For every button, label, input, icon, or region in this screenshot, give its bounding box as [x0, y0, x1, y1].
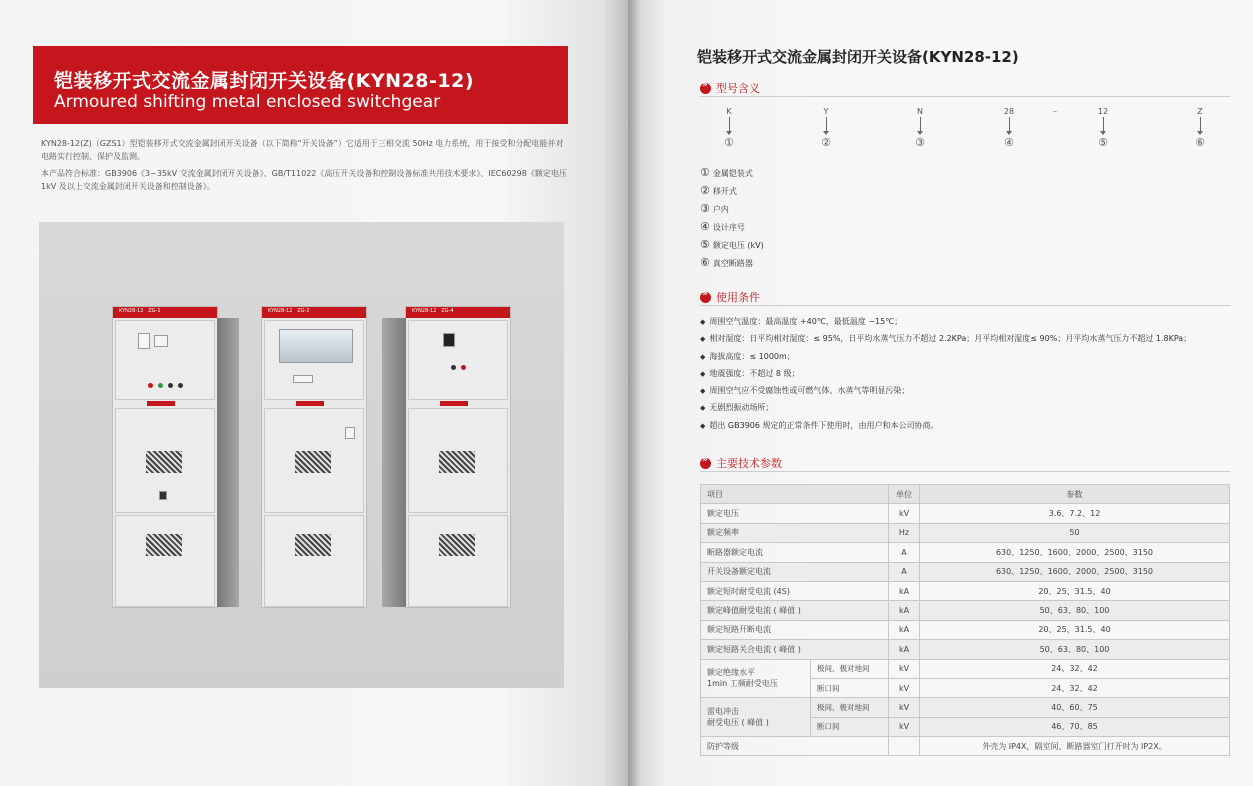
item-number: ⑤ — [700, 238, 710, 251]
down-arrow-icon — [1200, 117, 1201, 133]
model-code-5 — [1093, 107, 1113, 149]
table-row — [701, 640, 1230, 659]
cell-unit — [889, 737, 920, 756]
item-number: ④ — [700, 220, 710, 233]
cell-item: 额定短路关合电流 ( 峰值 ) — [701, 640, 889, 659]
banner-title-en: Armoured shifting metal enclosed switchgear — [54, 92, 441, 112]
item-text: 海拔高度：≤ 1000m； — [709, 351, 795, 361]
section-divider — [700, 471, 1230, 472]
list-item — [700, 182, 764, 200]
cell-unit: kV — [889, 698, 920, 717]
indicator-lamp — [168, 383, 173, 388]
section-heading-text: 型号含义 — [716, 82, 760, 95]
code-number: ④ — [1004, 136, 1014, 149]
meter — [138, 333, 150, 349]
cell-value: 24、32、42 — [920, 659, 1230, 678]
cell-unit: kV — [889, 504, 920, 523]
model-code-diagram — [700, 107, 1230, 155]
down-arrow-icon — [1009, 117, 1010, 133]
cabinet-name-strip — [296, 401, 324, 406]
section-divider — [700, 96, 1230, 97]
cell-value: 50、63、80、100 — [920, 601, 1230, 620]
cell-value: 40、60、75 — [920, 698, 1230, 717]
cell-item: 额定频率 — [701, 523, 889, 542]
cell-unit: kV — [889, 659, 920, 678]
diamond-bullet-icon: ◆ — [700, 387, 706, 396]
code-dash: – — [1053, 107, 1057, 116]
cable-door — [408, 515, 508, 607]
item-number: ① — [700, 166, 710, 179]
down-arrow-icon — [826, 117, 827, 133]
header-unit: 单位 — [889, 485, 920, 504]
model-code-4 — [999, 107, 1019, 149]
inspection-window — [279, 329, 353, 363]
cell-value: 20、25、31.5、40 — [920, 581, 1230, 600]
meter — [154, 335, 168, 347]
cell-item: 额定峰值耐受电流 ( 峰值 ) — [701, 601, 889, 620]
section-arrow-icon — [700, 458, 711, 469]
list-item — [700, 365, 1191, 382]
intro-text — [41, 137, 571, 197]
cell-value: 630、1250、1600、2000、2500、3150 — [920, 562, 1230, 581]
table-row — [701, 659, 1230, 678]
code-number: ③ — [915, 136, 925, 149]
cabinet-label: KYN28-12 — [412, 308, 437, 314]
section-heading-text: 主要技术参数 — [716, 457, 782, 470]
cabinet-label: KYN28-12 — [268, 308, 293, 314]
vent-grille — [146, 451, 182, 473]
cabinet-tag: ZG-1 — [148, 308, 161, 314]
cell-subitem: 断口间 — [811, 678, 889, 697]
code-letter: N — [917, 107, 923, 116]
item-text: 地震强度：不超过 8 级； — [709, 368, 800, 378]
list-item — [700, 313, 1191, 330]
cell-unit: Hz — [889, 523, 920, 542]
breaker-door — [408, 408, 508, 513]
cell-item-line: 雷电冲击 — [707, 707, 739, 717]
door-handle — [159, 491, 167, 500]
item-text: 金属铠装式 — [712, 169, 753, 178]
list-item — [700, 417, 1191, 434]
item-number: ③ — [700, 202, 710, 215]
list-item — [700, 218, 764, 236]
cable-door — [115, 515, 215, 607]
meter — [443, 333, 455, 347]
list-item — [700, 200, 764, 218]
item-text: 真空断路器 — [712, 259, 753, 268]
table-row — [701, 581, 1230, 600]
cell-item-line: 耐受电压 ( 峰值 ) — [707, 718, 769, 728]
intro-paragraph-2: 本产品符合标准：GB3906《3~35kV 交流金属封闭开关设备》、GB/T11022《高压开关设备和控制设备标准共用技术要求》、IEC60298《额定电压 1kV 及以上交流金属封闭开关设备和控制设备》。 — [41, 169, 567, 191]
section-heading-params — [700, 455, 782, 471]
cabinet-side-panel — [217, 318, 239, 607]
cell-subitem: 极间、极对地间 — [811, 698, 889, 717]
list-item — [700, 382, 1191, 399]
diamond-bullet-icon: ◆ — [700, 404, 706, 413]
section-divider — [700, 305, 1230, 306]
code-letter: Y — [823, 107, 829, 116]
cell-item: 额定短路开断电流 — [701, 620, 889, 639]
cell-item: 开关设备额定电流 — [701, 562, 889, 581]
cell-item — [701, 659, 811, 698]
list-item — [700, 348, 1191, 365]
model-meaning-list — [700, 164, 764, 272]
cell-unit: A — [889, 543, 920, 562]
conditions-list — [700, 313, 1191, 434]
cell-item: 额定短时耐受电流 (4S) — [701, 581, 889, 600]
cell-unit: kA — [889, 640, 920, 659]
item-text: 移开式 — [712, 187, 737, 196]
indicator-lamp — [461, 365, 466, 370]
indicator-lamp — [451, 365, 456, 370]
diamond-bullet-icon: ◆ — [700, 335, 706, 344]
table-row — [701, 543, 1230, 562]
cabinet-top-band — [406, 307, 510, 318]
indicator-lamp — [148, 383, 153, 388]
section-heading-model — [700, 80, 760, 96]
section-arrow-icon — [700, 292, 711, 303]
switchgear-photo — [39, 222, 564, 688]
cell-item-line: 额定绝缘水平 — [707, 668, 755, 678]
diamond-bullet-icon: ◆ — [700, 318, 706, 326]
model-code-6 — [1190, 107, 1210, 149]
title-banner — [33, 46, 568, 124]
code-number: ① — [724, 136, 734, 149]
table-row — [701, 523, 1230, 542]
model-code-1 — [719, 107, 739, 149]
code-letter: 12 — [1097, 107, 1109, 116]
model-code-2 — [816, 107, 836, 149]
item-text: 无剧烈振动场所； — [709, 403, 774, 413]
item-number: ② — [700, 184, 710, 197]
cell-unit: kA — [889, 581, 920, 600]
item-text: 设计序号 — [712, 223, 745, 232]
cell-unit: kV — [889, 678, 920, 697]
indicator-lamp — [158, 383, 163, 388]
diamond-bullet-icon: ◆ — [700, 369, 706, 378]
table-row — [701, 620, 1230, 639]
code-letter: Z — [1197, 107, 1203, 116]
params-table — [700, 484, 1230, 756]
section-heading-text: 使用条件 — [716, 291, 760, 304]
cabinet-side-panel — [382, 318, 406, 607]
cell-subitem: 极间、极对地间 — [811, 659, 889, 678]
model-code-3 — [910, 107, 930, 149]
section-heading-conditions — [700, 289, 760, 305]
code-number: ⑥ — [1195, 136, 1205, 149]
cell-unit: kV — [889, 717, 920, 736]
header-item: 项目 — [701, 485, 889, 504]
cell-item-line: 1min 工频耐受电压 — [707, 679, 778, 689]
cell-value: 50 — [920, 523, 1230, 542]
vent-grille — [439, 534, 475, 556]
table-row — [701, 601, 1230, 620]
cell-unit: kA — [889, 620, 920, 639]
code-number: ② — [821, 136, 831, 149]
cabinet-top-band — [113, 307, 217, 318]
item-text: 超出 GB3906 规定的正常条件下使用时，由用户和本公司协商。 — [709, 420, 939, 430]
table-row — [701, 504, 1230, 523]
down-arrow-icon — [1103, 117, 1104, 133]
list-item — [700, 236, 764, 254]
cell-value: 50、63、80、100 — [920, 640, 1230, 659]
meter — [293, 375, 313, 383]
cabinet-1 — [112, 306, 218, 608]
code-number: ⑤ — [1098, 136, 1108, 149]
cell-item: 防护等级 — [701, 737, 889, 756]
section-arrow-icon — [700, 83, 711, 94]
vent-grille — [295, 451, 331, 473]
cabinet-instrument-panel — [115, 320, 215, 400]
cell-unit: A — [889, 562, 920, 581]
item-number: ⑥ — [700, 256, 710, 269]
cabinet-2 — [261, 306, 367, 608]
cell-value: 20、25、31.5、40 — [920, 620, 1230, 639]
cabinet-name-strip — [147, 401, 175, 406]
vent-grille — [439, 451, 475, 473]
vent-grille — [295, 534, 331, 556]
cell-value: 24、32、42 — [920, 678, 1230, 697]
table-row — [701, 737, 1230, 756]
door-lock — [345, 427, 355, 439]
diamond-bullet-icon: ◆ — [700, 352, 706, 361]
cable-door — [264, 515, 364, 607]
page-title: 铠装移开式交流金属封闭开关设备(KYN28-12) — [697, 48, 1019, 66]
cabinet-3 — [405, 306, 511, 608]
table-header-row — [701, 485, 1230, 504]
code-letter: K — [726, 107, 732, 116]
vent-grille — [146, 534, 182, 556]
item-text: 户内 — [712, 205, 729, 214]
code-letter: 28 — [1003, 107, 1015, 116]
item-text: 额定电压 (kV) — [712, 241, 764, 250]
list-item — [700, 164, 764, 182]
breaker-door — [264, 408, 364, 513]
cell-unit: kA — [889, 601, 920, 620]
cabinet-label: KYN28-12 — [119, 308, 144, 314]
list-item — [700, 254, 764, 272]
cabinet-tag: ZG-4 — [441, 308, 454, 314]
cabinet-instrument-panel — [264, 320, 364, 400]
cell-item: 断路器额定电流 — [701, 543, 889, 562]
cell-value: 46、70、85 — [920, 717, 1230, 736]
indicator-lamp — [178, 383, 183, 388]
cabinet-top-band — [262, 307, 366, 318]
intro-paragraph-1: KYN28-12(Z)（GZS1）型铠装移开式交流金属封闭开关设备（以下简称“开关设备”）它适用于三相交流 50Hz 电力系统，用于接受和分配电能并对电路实行控制、保护及监测。 — [41, 139, 564, 161]
breaker-door — [115, 408, 215, 513]
table-row — [701, 562, 1230, 581]
cell-item — [701, 698, 811, 737]
cabinet-instrument-panel — [408, 320, 508, 400]
cell-item: 额定电压 — [701, 504, 889, 523]
cell-subitem: 断口间 — [811, 717, 889, 736]
list-item — [700, 399, 1191, 416]
item-text: 相对湿度：日平均相对湿度：≤ 95%，日平均水蒸气压力不超过 2.2KPa；月平均相对湿度≤ 90%；月平均水蒸气压力不超过 1.8KPa； — [709, 334, 1192, 344]
list-item — [700, 330, 1191, 347]
cell-value: 3.6、7.2、12 — [920, 504, 1230, 523]
cell-value: 外壳为 IP4X，隔室间、断路器室门打开时为 IP2X。 — [920, 737, 1230, 756]
down-arrow-icon — [920, 117, 921, 133]
cabinet-tag: ZG-2 — [297, 308, 310, 314]
item-text: 周围空气温度：最高温度 +40℃，最低温度 −15℃； — [709, 317, 903, 326]
diamond-bullet-icon: ◆ — [700, 421, 706, 430]
cell-value: 630、1250、1600、2000、2500、3150 — [920, 543, 1230, 562]
banner-title-cn: 铠装移开式交流金属封闭开关设备(KYN28-12) — [54, 70, 475, 92]
down-arrow-icon — [729, 117, 730, 133]
cabinet-name-strip — [440, 401, 468, 406]
header-value: 参数 — [920, 485, 1230, 504]
item-text: 周围空气应不受腐蚀性或可燃气体、水蒸气等明显污染； — [709, 386, 910, 396]
table-row — [701, 698, 1230, 717]
